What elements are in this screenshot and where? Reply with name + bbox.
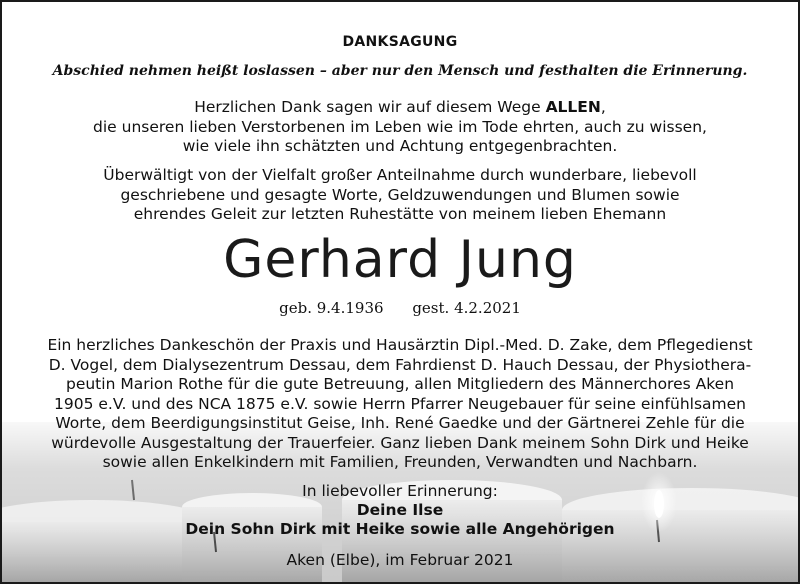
motto: Abschied nehmen heißt loslassen – aber nur den Mensch und festhalten die Erinnerung. [52,63,748,79]
thanks-line-3: ehrendes Geleit zur letzten Ruhestätte von meinem lieben Ehemann [133,205,667,223]
life-dates [2,299,798,317]
intro-line-2: die unseren lieben Verstorbenen im Leben wie im Tode ehrten, auch zu wissen, [93,118,707,136]
death-date: gest. 4.2.2021 [412,299,521,317]
intro-line-1 [2,98,798,117]
intro-line-3: wie viele ihn schätzten und Achtung entgegenbrachten. [182,137,618,155]
intro-punctuation: , [600,98,606,116]
intro-emphasis: ALLEN [545,98,601,116]
signature-wife-name: Deine Ilse [356,501,444,519]
ack-line-1: Ein herzliches Dankeschön der Praxis und Hausärztin Dipl.-Med. D. Zake, dem Pflegedienst [47,336,753,354]
place-and-date: Aken (Elbe), im Februar 2021 [286,551,514,569]
signature-family [2,520,798,538]
signature-family-names: Dein Sohn Dirk mit Heike sowie alle Angehörigen [185,520,615,538]
ack-line-3: peutin Marion Rothe für die gute Betreuung, allen Mitgliedern des Männerchores Aken [65,375,735,393]
deceased-name: Gerhard Jung [223,230,577,290]
thanks-line-2: geschriebene und gesagte Worte, Geldzuwendungen und Blumen sowie [120,186,680,204]
ack-line-6: würdevolle Ausgestaltung der Trauerfeier. Ganz lieben Dank meinem Sohn Dirk und Heike [51,434,749,452]
intro-text: Herzlichen Dank sagen wir auf diesem Wege [194,98,546,116]
signature-wife [2,501,798,519]
birth-date: geb. 9.4.1936 [279,299,384,317]
heading: DANKSAGUNG [342,34,458,50]
signature-intro: In liebevoller Erinnerung: [302,482,498,500]
ack-line-4: 1905 e.V. und des NCA 1875 e.V. sowie Herrn Pfarrer Neugebauer für seine einfühlsamen [54,395,746,413]
ack-line-7: sowie allen Enkelkindern mit Familien, Freunden, Verwandten und Nachbarn. [102,453,698,471]
thanks-line-1: Überwältigt von der Vielfalt großer Anteilnahme durch wunderbare, liebevoll [103,166,697,184]
ack-line-5: Worte, dem Beerdigungsinstitut Geise, Inh. René Gaedke und der Gärtnerei Zehle für die [55,414,745,432]
ack-line-2: D. Vogel, dem Dialysezentrum Dessau, dem Fahrdienst D. Hauch Dessau, der Physiothera- [48,356,752,374]
